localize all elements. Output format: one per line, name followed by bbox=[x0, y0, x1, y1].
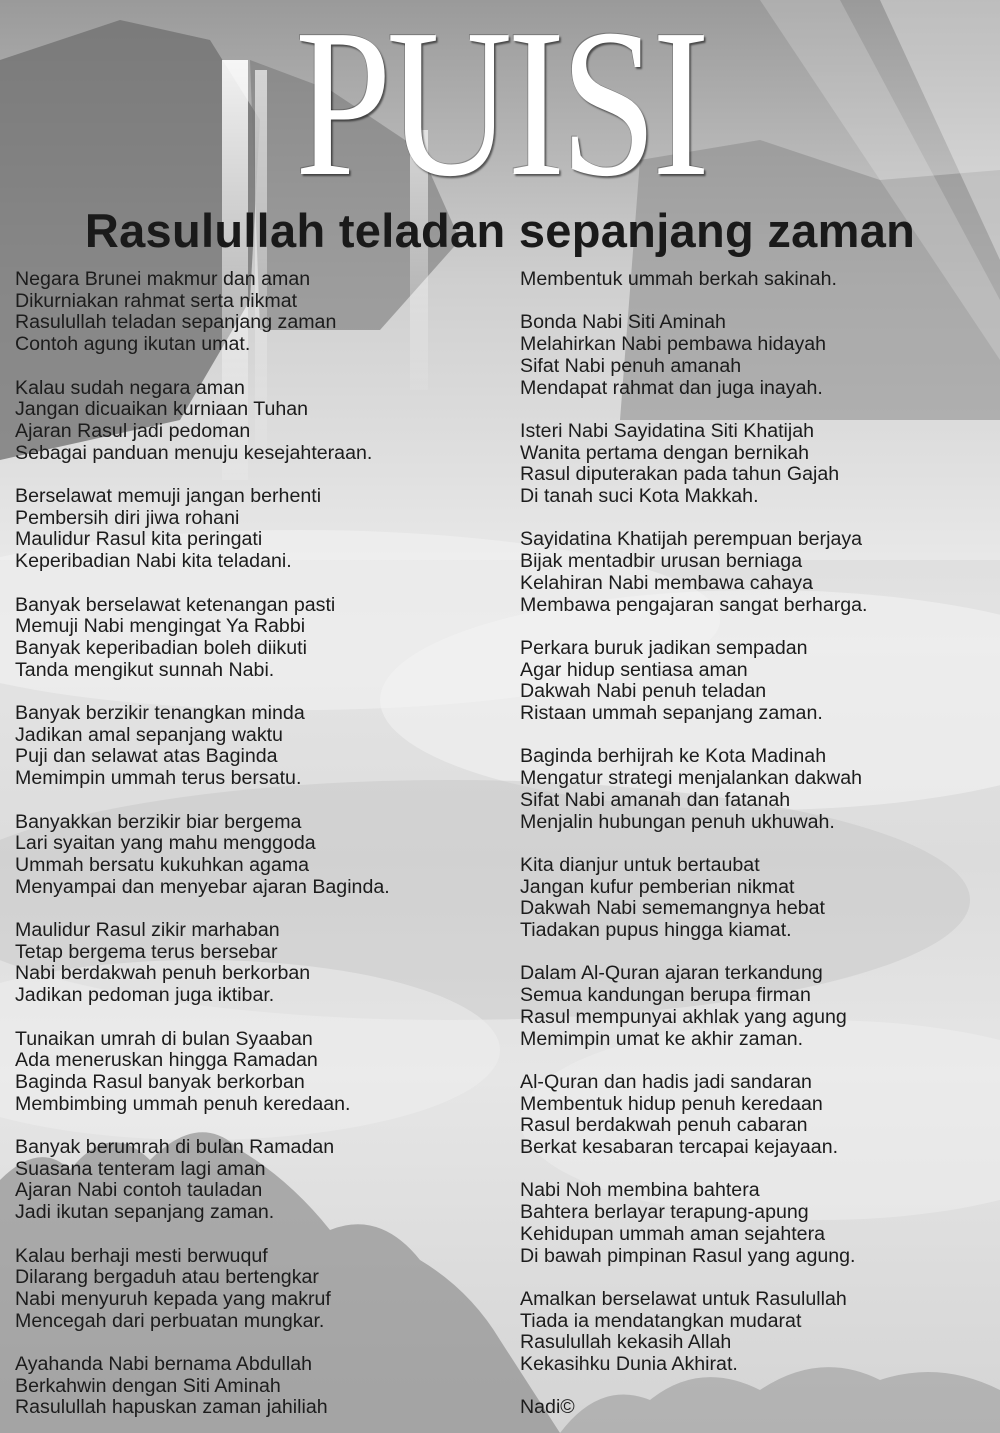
poem-line: Sebagai panduan menuju kesejahteraan. bbox=[15, 441, 373, 464]
poem-line: Maulidur Rasul zikir marhaban bbox=[15, 919, 280, 941]
poem-line: Berkahwin dengan Siti Aminah bbox=[15, 1374, 281, 1397]
poem-line: Baginda berhijrah ke Kota Madinah bbox=[520, 745, 827, 768]
poem-line: Rasulullah teladan sepanjang zaman bbox=[15, 311, 337, 334]
stanza bbox=[15, 595, 495, 682]
poem-line: Membentuk hidup penuh keredaan bbox=[520, 1092, 823, 1115]
poem-line: Menjalin hubungan penuh ukhuwah. bbox=[520, 810, 835, 833]
poem-line: Bahtera berlayar terapung-apung bbox=[520, 1201, 809, 1224]
author-signature: Nadi© bbox=[520, 1396, 575, 1419]
poem-line: Nabi Noh membina bahtera bbox=[520, 1179, 760, 1202]
poem-line: Puji dan selawat atas Baginda bbox=[15, 745, 278, 768]
poem-line: Nabi menyuruh kepada yang makruf bbox=[15, 1287, 331, 1310]
stanza bbox=[520, 855, 990, 942]
poem-line: Kekasihku Dunia Akhirat. bbox=[520, 1353, 738, 1375]
poem-line: Berselawat memuji jangan berhenti bbox=[15, 485, 322, 507]
poem-title: Rasulullah teladan sepanjang zaman bbox=[84, 204, 916, 257]
poem-line: Menyampai dan menyebar ajaran Baginda. bbox=[15, 875, 390, 898]
poem-line: Isteri Nabi Sayidatina Siti Khatijah bbox=[520, 419, 815, 442]
stanza bbox=[520, 746, 990, 833]
stanza bbox=[15, 1137, 495, 1224]
stanza bbox=[520, 312, 990, 399]
poem-line: Jangan dicuaikan kurniaan Tuhan bbox=[15, 398, 309, 421]
poem-line: Mencegah dari perbuatan mungkar. bbox=[15, 1309, 325, 1332]
poem-line: Dikurniakan rahmat serta nikmat bbox=[15, 289, 298, 312]
poem-line: Rasulullah hapuskan zaman jahiliah bbox=[15, 1396, 328, 1419]
poem-line: Ajaran Rasul jadi pedoman bbox=[15, 419, 251, 442]
poem-line: Ristaan ummah sepanjang zaman. bbox=[520, 702, 823, 724]
stanza bbox=[15, 1246, 495, 1333]
poem-line: Agar hidup sentiasa aman bbox=[520, 658, 748, 681]
poem-line: Di tanah suci Kota Makkah. bbox=[520, 485, 759, 507]
poem-line: Bijak mentadbir urusan berniaga bbox=[520, 550, 803, 573]
stanza bbox=[15, 920, 495, 1007]
stanza bbox=[15, 378, 495, 465]
poem-line: Tiada ia mendatangkan mudarat bbox=[520, 1309, 802, 1332]
poem-line: Sayidatina Khatijah perempuan berjaya bbox=[520, 528, 863, 551]
stanza bbox=[15, 812, 495, 899]
poem-line: Pembersih diri jiwa rohani bbox=[15, 506, 240, 529]
poem-line: Baginda Rasul banyak berkorban bbox=[15, 1070, 305, 1093]
poem-line: Jangan kufur pemberian nikmat bbox=[520, 875, 795, 898]
poem-line: Perkara buruk jadikan sempadan bbox=[520, 636, 808, 659]
poem-line: Membimbing ummah penuh keredaan. bbox=[15, 1092, 351, 1115]
poem-line: Sifat Nabi amanah dan fatanah bbox=[520, 788, 791, 811]
poem-line: Bonda Nabi Siti Aminah bbox=[520, 311, 726, 334]
stanza bbox=[15, 1029, 495, 1116]
stanza bbox=[520, 638, 990, 725]
poem-line: Jadikan pedoman juga iktibar. bbox=[15, 984, 275, 1007]
poem-line: Nabi berdakwah penuh berkorban bbox=[15, 962, 311, 985]
stanza bbox=[15, 703, 495, 790]
poem-line: Sifat Nabi penuh amanah bbox=[520, 354, 742, 377]
poem-line: Mendapat rahmat dan juga inayah. bbox=[520, 376, 823, 399]
poem-line: Rasul diputerakan pada tahun Gajah bbox=[520, 463, 840, 486]
poem-left-column bbox=[15, 269, 495, 1433]
poem-line: Dakwah Nabi sememangnya hebat bbox=[520, 897, 825, 920]
poem-line: Jadikan amal sepanjang waktu bbox=[15, 723, 283, 746]
stanza bbox=[520, 963, 990, 1050]
stanza bbox=[520, 269, 990, 291]
poem-line: Ummah bersatu kukuhkan agama bbox=[15, 853, 310, 876]
masthead-title: PUISI bbox=[294, 0, 706, 220]
stanza bbox=[520, 529, 990, 616]
poem-line: Tanda mengikut sunnah Nabi. bbox=[15, 658, 275, 681]
stanza bbox=[520, 1289, 990, 1376]
poem-line: Kehidupan ummah aman sejahtera bbox=[520, 1222, 825, 1245]
poem-line: Membawa pengajaran sangat berharga. bbox=[520, 593, 868, 616]
poem-line: Berkat kesabaran tercapai kejayaan. bbox=[520, 1136, 839, 1158]
poem-line: Kita dianjur untuk bertaubat bbox=[520, 853, 760, 876]
poem-line: Tiadakan pupus hingga kiamat. bbox=[520, 919, 792, 941]
poem-line: Ayahanda Nabi bernama Abdullah bbox=[15, 1353, 313, 1375]
poem-line: Banyak berumrah di bulan Ramadan bbox=[15, 1136, 335, 1158]
stanza bbox=[520, 1072, 990, 1159]
poem-line: Banyak berselawat ketenangan pasti bbox=[15, 593, 336, 616]
poem-line: Semua kandungan berupa firman bbox=[520, 984, 811, 1007]
stanza bbox=[15, 1354, 495, 1419]
poem-right-column bbox=[520, 269, 990, 1419]
poem-line: Maulidur Rasul kita peringati bbox=[15, 528, 263, 551]
poem-line: Negara Brunei makmur dan aman bbox=[15, 268, 311, 290]
stanza bbox=[15, 486, 495, 573]
poem-line: Dalam Al-Quran ajaran terkandung bbox=[520, 962, 823, 985]
right-stanzas bbox=[520, 269, 990, 1376]
stanza bbox=[520, 1180, 990, 1267]
poem-line: Tetap bergema terus bersebar bbox=[15, 940, 278, 963]
poem-line: Keperibadian Nabi kita teladani. bbox=[15, 550, 292, 573]
poem-line: Tunaikan umrah di bulan Syaaban bbox=[15, 1027, 313, 1050]
poem-line: Kalau sudah negara aman bbox=[15, 376, 245, 399]
poem-line: Ajaran Nabi contoh tauladan bbox=[15, 1179, 263, 1202]
stanza bbox=[520, 421, 990, 508]
poem-line: Banyakkan berzikir biar bergema bbox=[15, 810, 302, 833]
poem-line: Al-Quran dan hadis jadi sandaran bbox=[520, 1070, 812, 1093]
poem-line: Memimpin ummah terus bersatu. bbox=[15, 767, 302, 790]
poem-line: Amalkan berselawat untuk Rasulullah bbox=[520, 1287, 847, 1310]
poem-line: Dilarang bergaduh atau bertengkar bbox=[15, 1266, 319, 1289]
poem-line: Wanita pertama dengan bernikah bbox=[520, 441, 810, 464]
poem-line: Mengatur strategi menjalankan dakwah bbox=[520, 767, 863, 790]
poem-line: Lari syaitan yang mahu menggoda bbox=[15, 832, 316, 855]
poem-line: Contoh agung ikutan umat. bbox=[15, 333, 251, 356]
stanza bbox=[15, 269, 495, 356]
poem-line: Dakwah Nabi penuh teladan bbox=[520, 680, 767, 703]
poem-line: Memimpin umat ke akhir zaman. bbox=[520, 1027, 804, 1050]
poem-line: Melahirkan Nabi pembawa hidayah bbox=[520, 333, 827, 356]
poem-line: Kalau berhaji mesti berwuquf bbox=[15, 1244, 268, 1267]
poem-line: Ada meneruskan hingga Ramadan bbox=[15, 1049, 318, 1072]
poem-line: Rasul berdakwah penuh cabaran bbox=[520, 1114, 808, 1137]
poem-line: Rasulullah kekasih Allah bbox=[520, 1331, 732, 1354]
poem-line: Memuji Nabi mengingat Ya Rabbi bbox=[15, 615, 306, 638]
poem-line: Jadi ikutan sepanjang zaman. bbox=[15, 1201, 275, 1224]
poem-line: Banyak berzikir tenangkan minda bbox=[15, 702, 305, 724]
poem-line: Banyak keperibadian boleh diikuti bbox=[15, 636, 307, 659]
poem-line: Suasana tenteram lagi aman bbox=[15, 1157, 266, 1180]
poem-line: Membentuk ummah berkah sakinah. bbox=[520, 268, 837, 290]
poem-line: Rasul mempunyai akhlak yang agung bbox=[520, 1005, 847, 1028]
poem-line: Kelahiran Nabi membawa cahaya bbox=[520, 571, 813, 594]
poem-line: Di bawah pimpinan Rasul yang agung. bbox=[520, 1244, 856, 1267]
